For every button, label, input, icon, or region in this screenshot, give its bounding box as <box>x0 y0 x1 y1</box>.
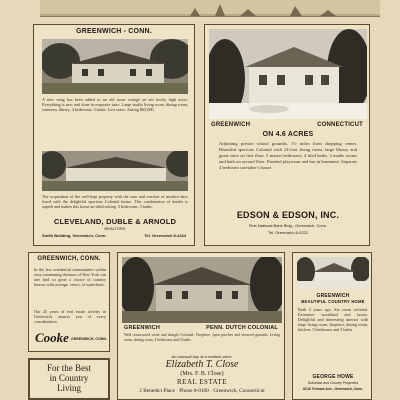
ad2-title-left: GREENWICH <box>211 122 251 128</box>
ad1-description-1: A new wing has been added to an old stone cottage on ten lovely high acres. Everything is new and done in exquisite taste. Large studio living room, dining room, sunroom, library, 4 bedrooms, 3 baths. Low taxes. Asking $65,000. <box>42 97 188 112</box>
ad2-description: Adjoining private school grounds, 1½ miles from shopping center. Beautiful spacious Colonial with 24-foot living room, large library and guest suite on first floor. 5 master bedrooms, 4 tiled baths, 2 maids rooms and bath on second floor. Paneled playroom and bar in basement. Separate 4 bedroom caretaker's house. <box>219 141 357 170</box>
ad4-title-left: GREENWICH <box>124 325 161 331</box>
ad2-address: First National Bank Bldg., Greenwich, Conn. <box>248 223 328 228</box>
top-banner <box>40 0 380 17</box>
ad4-title-right: PENN. DUTCH COLONIAL <box>206 325 278 331</box>
ad5-description: Built 2 years ago. Six room colonial. Extensive woodland and lawns. Delightful and interesting interior with large living room, fireplace, dining room, kitchen, 3 bedrooms and 2 baths. <box>298 307 368 332</box>
ad6-line-2: in Country <box>49 373 89 383</box>
ad1-description-2: The acquisition of the well-kept property with the ease and comfort of modern days fused with the delightful spacious Colonial house. This combination of details is superb and makes this home an ideal setting. 5 bedrooms, 3 baths. <box>42 194 188 209</box>
ad-edson-edson <box>204 24 370 246</box>
ad-cleveland-duble-arnold <box>33 24 195 246</box>
ad5-agent-sub: Suburban and Country Properties <box>307 381 359 385</box>
ad-elizabeth-close <box>117 252 285 400</box>
ad5-subtitle: BEAUTIFUL COUNTRY HOME <box>301 299 365 304</box>
ad-best-country-living <box>28 358 110 400</box>
ad1-title: GREENWICH - CONN. <box>76 28 152 35</box>
ad-george-howe <box>292 252 372 400</box>
house-photo-2 <box>42 151 188 191</box>
ad4-agent-type: REAL ESTATE <box>177 378 227 386</box>
ad4-description: Well constructed stone and shingle Colonial. Fireplace, open porches and terraced grounds. Living room, dining room, 4 bedrooms and 3 baths. <box>124 333 280 342</box>
ad3-logo-sub: GREENWICH, CONN. <box>71 337 107 341</box>
ad4-address: 2 Benedict Place · Phone 8-0100 · Greenwich, Connecticut <box>139 388 265 394</box>
house-photo-5 <box>297 257 369 289</box>
ad5-agent-name: GEORGE HOWE <box>312 374 354 380</box>
house-photo-1 <box>42 39 188 94</box>
ad4-agent-name: Elizabeth T. Close <box>165 359 239 370</box>
house-photo-3 <box>209 29 367 119</box>
cooke-logo-text: Cooke <box>35 330 69 345</box>
ad6-line-1: For the Best <box>47 363 91 373</box>
ad6-line-3: Living <box>57 383 81 393</box>
ad1-agent-sub: REALTORS <box>104 226 126 231</box>
skyline-illustration <box>40 0 380 16</box>
ad1-agent-name: CLEVELAND, DUBLE & ARNOLD <box>53 217 177 226</box>
ad3-description-1: In the few residential communities within easy commuting distance of New York can one find so great a choice of country houses with acreage, views, or waterfront. <box>34 267 106 287</box>
cooke-logo <box>35 329 69 349</box>
ad4-agent-sub: (Mrs. F. B. Close) <box>180 371 224 377</box>
house-photo-4 <box>122 257 282 323</box>
ad2-subtitle: ON 4.6 ACRES <box>262 131 314 138</box>
ad2-agent-name: EDSON & EDSON, INC. <box>236 210 340 220</box>
ad3-title: GREENWICH, CONN. <box>37 256 101 262</box>
ad1-address: Smith Building, Greenwich, Conn. <box>42 233 107 238</box>
ad-cooke <box>28 252 110 352</box>
ad4-subline: An unusual buy at a realistic price. <box>171 354 233 359</box>
ad2-phone: Tel. Greenwich 8-0222 <box>267 230 309 235</box>
ad5-title: GREENWICH <box>316 293 350 299</box>
ad1-phone: Tel. Greenwich 8-4444 <box>144 233 186 238</box>
ad2-title-right: CONNECTICUT <box>317 122 363 128</box>
ad3-description-2: Our 25 years of real estate activity in Greenwich assures you of every consideration. <box>34 309 106 324</box>
ad5-address: 43 W. Putnam Ave., Greenwich, Conn. <box>302 387 364 391</box>
